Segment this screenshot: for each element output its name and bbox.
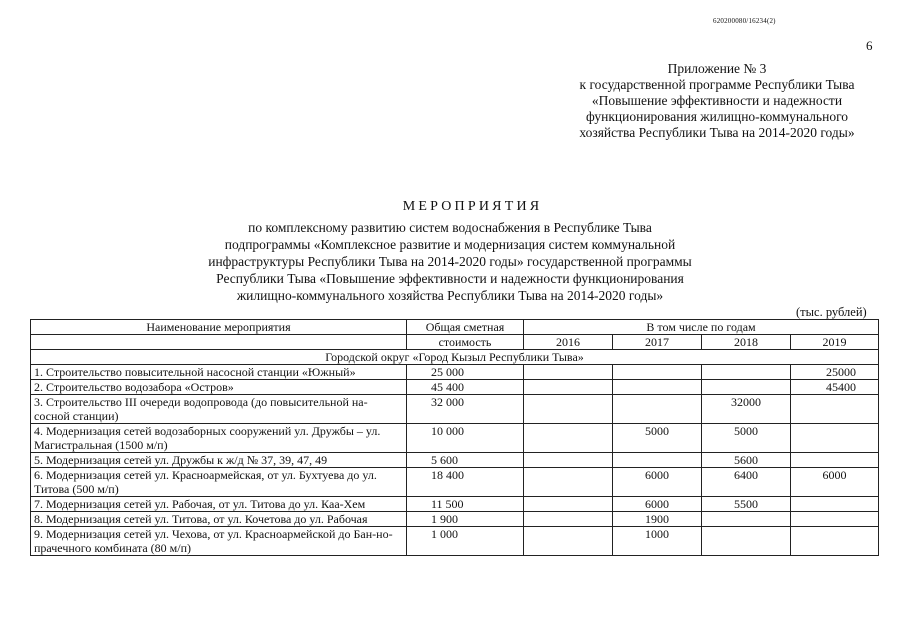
appendix-line: хозяйства Республики Тыва на 2014-2020 годы» xyxy=(579,125,855,140)
table-row xyxy=(31,365,879,380)
measure-total: 5 600 xyxy=(407,453,524,468)
table-row xyxy=(31,424,879,453)
measure-2018 xyxy=(702,527,791,556)
measure-2016 xyxy=(524,468,613,497)
measure-2018 xyxy=(702,512,791,527)
measure-total: 1 900 xyxy=(407,512,524,527)
measure-2019 xyxy=(791,497,879,512)
header-total-cost: Общая сметная xyxy=(407,320,524,335)
table-row xyxy=(31,453,879,468)
measure-2017 xyxy=(613,453,702,468)
header-name-blank xyxy=(31,335,407,350)
measure-2017 xyxy=(613,395,702,424)
appendix-header xyxy=(555,61,879,141)
table-row xyxy=(31,527,879,556)
measure-total: 10 000 xyxy=(407,424,524,453)
measure-total: 32 000 xyxy=(407,395,524,424)
table-header-row xyxy=(31,335,879,350)
measure-2017: 5000 xyxy=(613,424,702,453)
measure-2017: 6000 xyxy=(613,497,702,512)
measure-2019 xyxy=(791,424,879,453)
measure-name: 3. Строительство III очереди водопровода (до повысительной на-сосной станции) xyxy=(31,395,407,424)
table-header-row xyxy=(31,320,879,335)
measure-2016 xyxy=(524,380,613,395)
measure-2017 xyxy=(613,380,702,395)
appendix-line: к государственной программе Республики Тыва xyxy=(579,77,855,92)
measure-2018: 6400 xyxy=(702,468,791,497)
measure-2016 xyxy=(524,527,613,556)
measure-2019: 45400 xyxy=(791,380,879,395)
table-row xyxy=(31,380,879,395)
measure-name: 5. Модернизация сетей ул. Дружбы к ж/д № 37, 39, 47, 49 xyxy=(31,453,407,468)
document-code: 620200080/16234(2) xyxy=(713,17,776,25)
measure-2016 xyxy=(524,453,613,468)
table-row xyxy=(31,395,879,424)
subtitle-line: инфраструктуры Республики Тыва на 2014-2020 годы» государственной программы xyxy=(208,254,692,269)
measure-2017: 6000 xyxy=(613,468,702,497)
measure-total: 25 000 xyxy=(407,365,524,380)
measure-total: 11 500 xyxy=(407,497,524,512)
measure-2018: 5000 xyxy=(702,424,791,453)
header-year-2018: 2018 xyxy=(702,335,791,350)
measure-2018: 32000 xyxy=(702,395,791,424)
section-row xyxy=(31,350,879,365)
appendix-line: функционирования жилищно-коммунального xyxy=(585,109,849,124)
header-year-2016: 2016 xyxy=(524,335,613,350)
measure-2017: 1000 xyxy=(613,527,702,556)
document-subtitle xyxy=(150,219,750,304)
measure-name: 1. Строительство повысительной насосной станции «Южный» xyxy=(31,365,407,380)
measure-2016 xyxy=(524,365,613,380)
measure-name: 7. Модернизация сетей ул. Рабочая, от ул. Титова до ул. Каа-Хем xyxy=(31,497,407,512)
appendix-line: Приложение № 3 xyxy=(667,61,767,76)
measure-name: 6. Модернизация сетей ул. Красноармейская, от ул. Бухтуева до ул. Титова (500 м/п) xyxy=(31,468,407,497)
measures-table xyxy=(30,319,879,556)
measure-name: 2. Строительство водозабора «Остров» xyxy=(31,380,407,395)
measure-name: 9. Модернизация сетей ул. Чехова, от ул. Красноармейской до Бан-но-прачечного комбината (80 м/п) xyxy=(31,527,407,556)
measure-2018: 5500 xyxy=(702,497,791,512)
measure-2019 xyxy=(791,512,879,527)
measure-2019 xyxy=(791,453,879,468)
document-title: МЕРОПРИЯТИЯ xyxy=(402,199,543,214)
table-row xyxy=(31,497,879,512)
measure-2019: 6000 xyxy=(791,468,879,497)
page-number: 6 xyxy=(866,38,873,53)
measure-total: 45 400 xyxy=(407,380,524,395)
header-name: Наименование мероприятия xyxy=(31,320,407,335)
measure-2016 xyxy=(524,512,613,527)
measure-2016 xyxy=(524,497,613,512)
measure-2016 xyxy=(524,424,613,453)
appendix-line: «Повышение эффективности и надежности xyxy=(591,93,843,108)
measure-2017: 1900 xyxy=(613,512,702,527)
measure-2018: 5600 xyxy=(702,453,791,468)
subtitle-line: жилищно-коммунального хозяйства Республики Тыва на 2014-2020 годы» xyxy=(236,288,664,303)
measure-2019 xyxy=(791,395,879,424)
measure-name: 4. Модернизация сетей водозаборных сооружений ул. Дружбы – ул. Магистральная (1500 м/п) xyxy=(31,424,407,453)
table-row xyxy=(31,468,879,497)
measure-2019: 25000 xyxy=(791,365,879,380)
measure-total: 1 000 xyxy=(407,527,524,556)
header-year-2019: 2019 xyxy=(791,335,879,350)
measure-2016 xyxy=(524,395,613,424)
measure-total: 18 400 xyxy=(407,468,524,497)
table-row xyxy=(31,512,879,527)
subtitle-line: по комплексному развитию систем водоснабжения в Республике Тыва xyxy=(248,220,652,235)
header-years-group: В том числе по годам xyxy=(524,320,879,335)
subtitle-line: Республики Тыва «Повышение эффективности и надежности функционирования xyxy=(216,271,684,286)
measure-2019 xyxy=(791,527,879,556)
header-year-2017: 2017 xyxy=(613,335,702,350)
measure-2018 xyxy=(702,365,791,380)
measure-2018 xyxy=(702,380,791,395)
units-note: (тыс. рублей) xyxy=(796,305,867,319)
measure-2017 xyxy=(613,365,702,380)
measure-name: 8. Модернизация сетей ул. Титова, от ул. Кочетова до ул. Рабочая xyxy=(31,512,407,527)
header-total-cost-line2: стоимость xyxy=(407,335,524,350)
subtitle-line: подпрограммы «Комплексное развитие и модернизация систем коммунальной xyxy=(224,237,676,252)
section-label: Городской округ «Город Кызыл Республики Тыва» xyxy=(31,350,879,365)
